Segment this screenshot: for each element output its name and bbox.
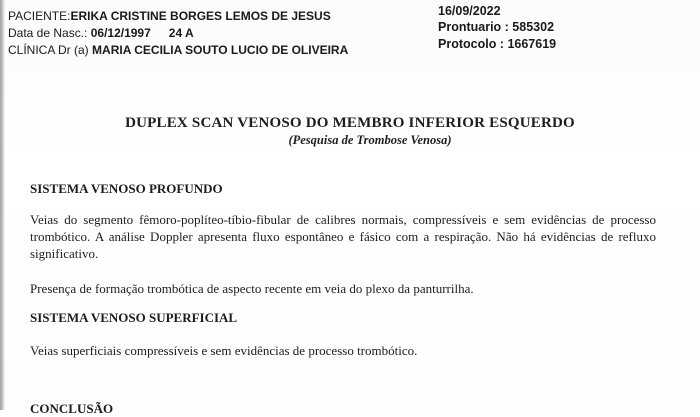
birth-line: [8, 26, 194, 40]
report-subtitle: (Pesquisa de Trombose Venosa): [288, 133, 452, 147]
page-edge-shadow: [0, 0, 5, 410]
protocolo-number: Protocolo : 1667619: [438, 37, 557, 51]
patient-age: 24 A: [168, 26, 194, 40]
clinic-doctor: MARIA CECILIA SOUTO LUCIO DE OLIVEIRA: [92, 43, 349, 57]
superficial-venous-paragraph: Veias superficiais compressíveis e sem evidências de processo trombótico.: [30, 343, 418, 358]
report-title: DUPLEX SCAN VENOSO DO MEMBRO INFERIOR ESQUERDO: [125, 115, 575, 131]
section-heading-conclusion: CONCLUSÃO: [30, 401, 114, 416]
section-heading-superficial-venous: SISTEMA VENOSO SUPERFICIAL: [30, 310, 238, 325]
patient-label: PACIENTE:: [8, 9, 71, 23]
patient-name: ERIKA CRISTINE BORGES LEMOS DE JESUS: [70, 9, 331, 23]
clinic-label: CLÍNICA Dr (a): [8, 43, 89, 57]
clinic-line: [8, 43, 348, 57]
exam-date: 16/09/2022: [438, 4, 501, 18]
deep-venous-paragraph-2: Presença de formação trombótica de aspecto recente em veia do plexo da panturrilha.: [30, 281, 474, 296]
deep-venous-paragraph-1: Veias do segmento fêmoro-poplíteo-tíbio-fibular de calibres normais, compressíveis e sem evidências de processo trombótico. A análise Doppler apresenta fluxo espontâneo e fásico com a respiração. Não há evidências de refluxo significativo.: [30, 212, 656, 261]
prontuario-number: Prontuario : 585302: [438, 20, 555, 34]
section-heading-deep-venous: SISTEMA VENOSO PROFUNDO: [30, 181, 223, 196]
birth-date: 06/12/1997: [90, 26, 151, 40]
patient-line: [8, 9, 331, 23]
birth-label: Data de Nasc.:: [8, 26, 88, 40]
